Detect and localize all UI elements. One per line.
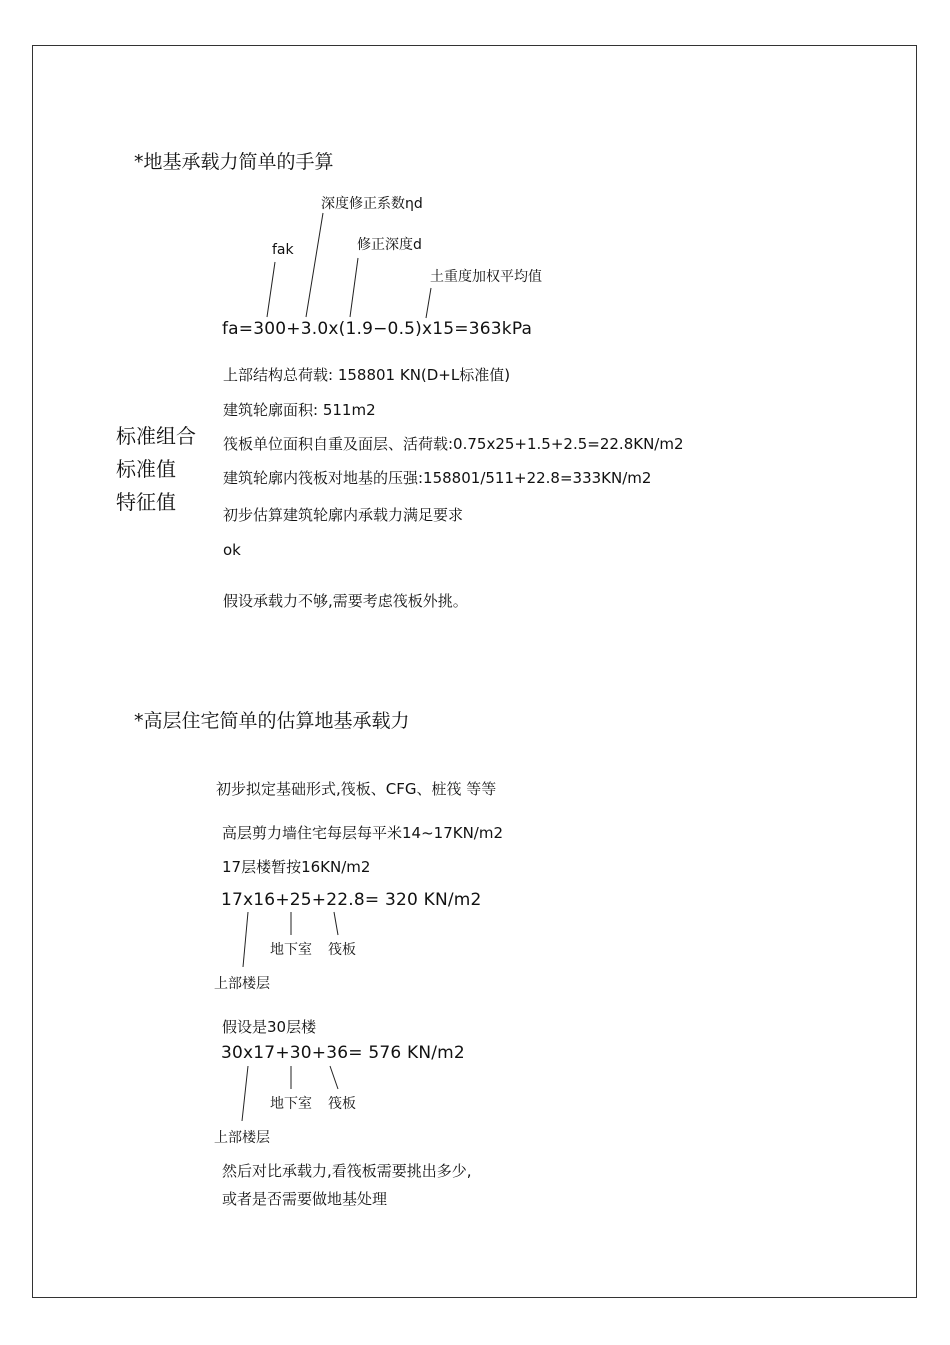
label-upper-floors-2: 上部楼层 xyxy=(214,1130,270,1146)
side-label-standard: 标准值 xyxy=(116,457,176,481)
label-upper-floors-1: 上部楼层 xyxy=(214,976,270,992)
leader-soil-weight xyxy=(426,288,431,318)
label-soil-weight: 土重度加权平均值 xyxy=(430,269,542,285)
line-30-floors: 假设是30层楼 xyxy=(222,1018,317,1036)
label-fak: fak xyxy=(272,242,294,258)
label-raft-2: 筏板 xyxy=(328,1096,356,1112)
label-depth: 修正深度d xyxy=(357,237,422,253)
label-basement-2: 地下室 xyxy=(270,1096,312,1112)
line-area: 建筑轮廓面积: 511m2 xyxy=(223,401,376,419)
section1-title: *地基承载力简单的手算 xyxy=(134,151,334,173)
leader-upper-2 xyxy=(242,1066,248,1121)
section2-title: *高层住宅简单的估算地基承载力 xyxy=(134,710,410,732)
line-conclusion-2: 或者是否需要做地基处理 xyxy=(222,1190,388,1208)
line-pressure: 建筑轮廓内筏板对地基的压强:158801/511+22.8=333KN/m2 xyxy=(223,469,652,487)
leader-fak xyxy=(267,262,275,317)
line-17-floors: 17层楼暂按16KN/m2 xyxy=(222,858,371,876)
side-label-characteristic: 特征值 xyxy=(116,490,176,514)
label-depth-coeff: 深度修正系数ηd xyxy=(321,196,423,212)
leader-raft-1 xyxy=(334,912,338,935)
leader-depth-coeff xyxy=(306,213,323,317)
line-total-load: 上部结构总荷载: 158801 KN(D+L标准值) xyxy=(223,366,511,384)
leader-upper-1 xyxy=(243,912,248,967)
line-ok: ok xyxy=(223,541,241,559)
side-label-combination: 标准组合 xyxy=(116,424,196,448)
line-per-floor-load: 高层剪力墙住宅每层每平米14~17KN/m2 xyxy=(222,824,504,842)
formula-17-floors: 17x16+25+22.8= 320 KN/m2 xyxy=(221,890,482,910)
leader-depth xyxy=(350,258,358,317)
line-assumption: 假设承载力不够,需要考虑筏板外挑。 xyxy=(223,592,468,610)
formula-fa: fa=300+3.0x(1.9−0.5)x15=363kPa xyxy=(222,319,533,339)
label-basement-1: 地下室 xyxy=(270,942,312,958)
line-foundation-forms: 初步拟定基础形式,筏板、CFG、桩筏 等等 xyxy=(216,780,497,798)
line-raft-weight: 筏板单位面积自重及面层、活荷载:0.75x25+1.5+2.5=22.8KN/m2 xyxy=(223,435,684,453)
label-raft-1: 筏板 xyxy=(328,942,356,958)
formula-30-floors: 30x17+30+36= 576 KN/m2 xyxy=(221,1043,465,1063)
line-conclusion-1: 然后对比承载力,看筏板需要挑出多少, xyxy=(222,1162,472,1180)
leader-raft-2 xyxy=(330,1066,338,1089)
line-satisfied: 初步估算建筑轮廓内承载力满足要求 xyxy=(223,506,464,524)
